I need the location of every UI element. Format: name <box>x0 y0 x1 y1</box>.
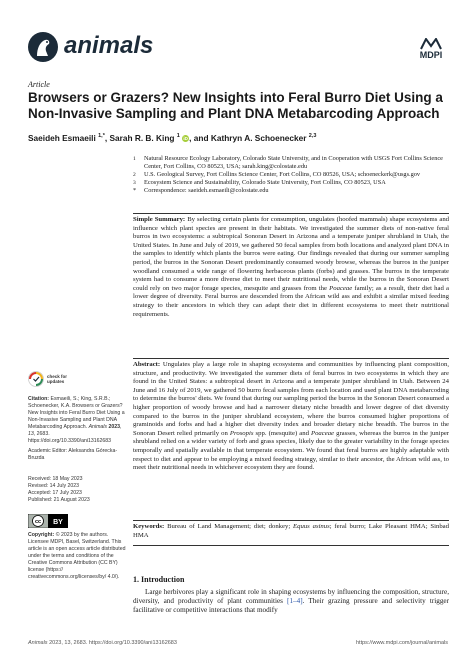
abstract-taxon: Prosopis <box>229 429 254 437</box>
intro-text: . Their grazing pressure and selectivity trigger facilitative or competitive interactions that modify <box>133 597 449 615</box>
affiliation-item <box>133 155 453 171</box>
affiliation-text: Ecosystem Science and Sustainability, Colorado State University, Fort Collins, CO 80523, USA <box>144 179 386 186</box>
author-list <box>28 133 448 143</box>
keywords <box>133 520 449 546</box>
abstract <box>133 358 449 473</box>
abstract-text: grasses, whereas the burros in the juniper shrubland relied on a wider variety of forb and grass species, likely due to the greater variability in the forage species temporally and spatially available in that temperate ecosystem. We found that feral burros are highly adaptable with respect to diet and appear to be employing a mixed feeding strategy, similar to their ancestor, the African wild ass, to meet their nutritional needs in whichever ecosystem they are found. <box>133 429 450 472</box>
footer-journal-url[interactable]: https://www.mdpi.com/journal/animals <box>355 640 448 646</box>
animals-logo-icon <box>28 30 58 64</box>
affiliation-number: 3 <box>133 180 136 186</box>
affiliation-number: 2 <box>133 172 136 178</box>
simple-summary-taxon: Poaceae <box>329 284 353 292</box>
check-updates-line: check for <box>47 374 68 379</box>
abstract-text: spp. (mesquite) and <box>255 429 309 437</box>
check-updates-icon <box>28 371 44 387</box>
abstract-label: Abstract: <box>133 361 161 368</box>
citation-year: 2023 <box>108 424 121 430</box>
check-for-updates-badge[interactable] <box>28 368 128 390</box>
copyright-text: © 2023 by the authors. Licensee MDPI, Basel, Switzerland. This article is an open access article distributed under the terms and conditions of the Creative Commons Attribution (CC BY) license (https:// creativecommons.org/licenses/by/ 4.0/). <box>28 532 126 580</box>
cc-by-icon <box>28 514 68 528</box>
citation-label: Citation: <box>28 396 50 402</box>
academic-editor: Academic Editor: Aleksandra Górecka-Bruzda <box>28 448 118 461</box>
author-separator: , <box>104 133 108 143</box>
mdpi-mark-icon <box>420 38 442 50</box>
copyright-notice <box>28 532 128 581</box>
author-separator: , and <box>189 133 209 143</box>
affiliation-text: Correspondence: saeideh.esmaeili@colostate.edu <box>144 187 269 194</box>
affiliation-number: * <box>133 187 137 194</box>
author-name[interactable]: Saeideh Esmaeili <box>28 133 96 143</box>
cc-by-license-badge[interactable] <box>28 514 128 528</box>
keywords-text: ; feral burro; Lake Pleasant HMA; Sinbad HMA <box>133 523 449 539</box>
date-accepted: Accepted: 17 July 2023 <box>28 490 82 496</box>
keywords-text: Bureau of Land Management; diet; donkey; <box>167 523 291 530</box>
journal-header <box>28 30 448 66</box>
simple-summary-text: family; as a result, their diet had a lower degree of diversity. Feral burros are descended from the African wild ass and exhibit a similar mixed feeding strategy to their ancestors in which they can adapt their diet in different ecosystems to meet their nutritional requirements. <box>133 284 449 318</box>
citation-block: Citation: Esmaeili, S.; King, S.R.B.; Schoenecker, K.A. Browsers or Grazers? New Insights into Feral Burro Diet Using a Non-Invasive Sampling and Plant DNA Metabarcoding Approach. Animals 2023, 13, 2683. https://doi.org/10.3390/ani13162683 <box>28 396 125 444</box>
author-affil-sup: 1,* <box>98 133 105 140</box>
affiliation-text: U.S. Geological Survey, Fort Collins Science Center, Fort Collins, CO 80526, USA; schoeneckerk@usgs.gov <box>144 171 421 178</box>
article-type: Article <box>28 80 50 89</box>
date-published: Published: 21 August 2023 <box>28 497 90 503</box>
author-affil-sup: 2,3 <box>308 133 317 140</box>
affiliations <box>133 155 453 195</box>
footer-citation <box>28 640 177 646</box>
orcid-icon[interactable]: iD <box>183 136 188 142</box>
section-heading: 1. Introduction <box>133 575 185 584</box>
abstract-taxon: Poaceae <box>311 429 335 437</box>
affiliation-item <box>133 171 453 179</box>
footer-journal: Animals <box>28 640 48 646</box>
page-footer <box>28 640 448 646</box>
article-title: Browsers or Grazers? New Insights into Feral Burro Diet Using a Non-Invasive Sampling and Plant DNA Metabarcoding Approach <box>28 90 443 121</box>
keywords-label: Keywords: <box>133 523 165 530</box>
author-affil-sup: 1 <box>176 133 180 140</box>
citation-volume: 13 <box>28 431 34 437</box>
author-name[interactable]: Sarah R. B. King <box>109 133 175 143</box>
affiliation-item <box>133 179 453 187</box>
citation-doi[interactable]: , 2683. https://doi.org/10.3390/ani13162683 <box>28 431 112 444</box>
affiliation-number: 1 <box>133 156 136 162</box>
affiliation-item <box>133 187 453 195</box>
mdpi-logo[interactable] <box>414 38 448 62</box>
publication-dates <box>28 476 128 504</box>
simple-summary-text: By selecting certain plants for consumption, ungulates (hoofed mammals) shape ecosystems and influence which plant species are present in their habitats. We investigated the summer diets of non-native feral burros in two ecosystems: a subtropical Sonoran Desert in Arizona and a temperate juniper shrubland in Utah, the United States. In June and July of 2019, we gathered 50 fecal samples from both locations and analyzed plant DNA in the samples to identify which plants the burros were eating. Our findings revealed that during our summer sampling period, the burros in the Sonoran Desert predominantly consumed woody browse, whereas the burros in the juniper woodland consumed a wide range of flowering herbaceous plants (forbs) and grasses. The burros in the temperate system had to consume a more diverse diet to meet their nutritional needs, while the burros in the Sonoran Desert could rely on two major forage species, mesquite and grasses from the <box>133 216 450 292</box>
cc-text: cc <box>34 519 42 525</box>
author-name[interactable]: Kathryn A. Schoenecker <box>210 133 307 143</box>
copyright-label: Copyright: <box>28 532 55 538</box>
intro-paragraph <box>133 588 449 616</box>
check-updates-line: updates <box>47 379 65 384</box>
intro-text: Large herbivores play a significant role in shaping ecosystems by influencing the composition, structure, diversity, and productivity of plant communities <box>133 588 449 606</box>
affiliation-text: Natural Resource Ecology Laboratory, Colorado State University, and in Cooperation with USGS Fort Collins Science Center, Fort Collins, CO 80523, USA; sarah.king@colostate.edu <box>144 155 443 170</box>
footer-doi[interactable]: 2023, 13, 2683. https://doi.org/10.3390/ani13162683 <box>49 640 177 646</box>
publisher-name: MDPI <box>419 50 443 60</box>
citation-link[interactable]: [1–4] <box>287 597 303 606</box>
journal-name[interactable]: animals <box>64 32 154 59</box>
date-revised: Revised: 14 July 2023 <box>28 483 80 489</box>
citation-text: Esmaeili, S.; King, S.R.B.; Schoenecker, K.A. Browsers or Grazers? New Insights into Feral Burro Diet Using a Non-Invasive Sampling and Plant DNA Metabarcoding Approach. <box>28 396 125 430</box>
abstract-text: Ungulates play a large role in shaping ecosystems and communities by influencing plant composition, structure, and productivity. We investigated the summer diets of feral burros in two ecosystems in which they are found in the United States: a subtropical desert in Arizona and a temperate juniper shrubland in Utah. Between 24 June and 16 July of 2019, we gathered 50 burro fecal samples from each location and used plant DNA metabarcoding to determine the burros' diets. We found that during our sampling period the burros in the Sonoran Desert consumed a higher proportion of woody browse and had a narrower dietary niche breadth and lower degree of diet diversity compared to the burros in the juniper shrubland ecosystem, where the burros consumed higher proportions of graminoids and forbs and had a higher diet diversity index and broader dietary niche breadth. The burros in the Sonoran Desert relied primarily on <box>133 361 449 437</box>
keywords-taxon: Equus asinus <box>293 523 330 530</box>
date-received: Received: 18 May 2023 <box>28 476 83 482</box>
by-text: BY <box>53 519 63 526</box>
citation-journal: Animals <box>88 424 108 430</box>
simple-summary <box>133 213 449 319</box>
simple-summary-label: Simple Summary: <box>133 216 186 223</box>
